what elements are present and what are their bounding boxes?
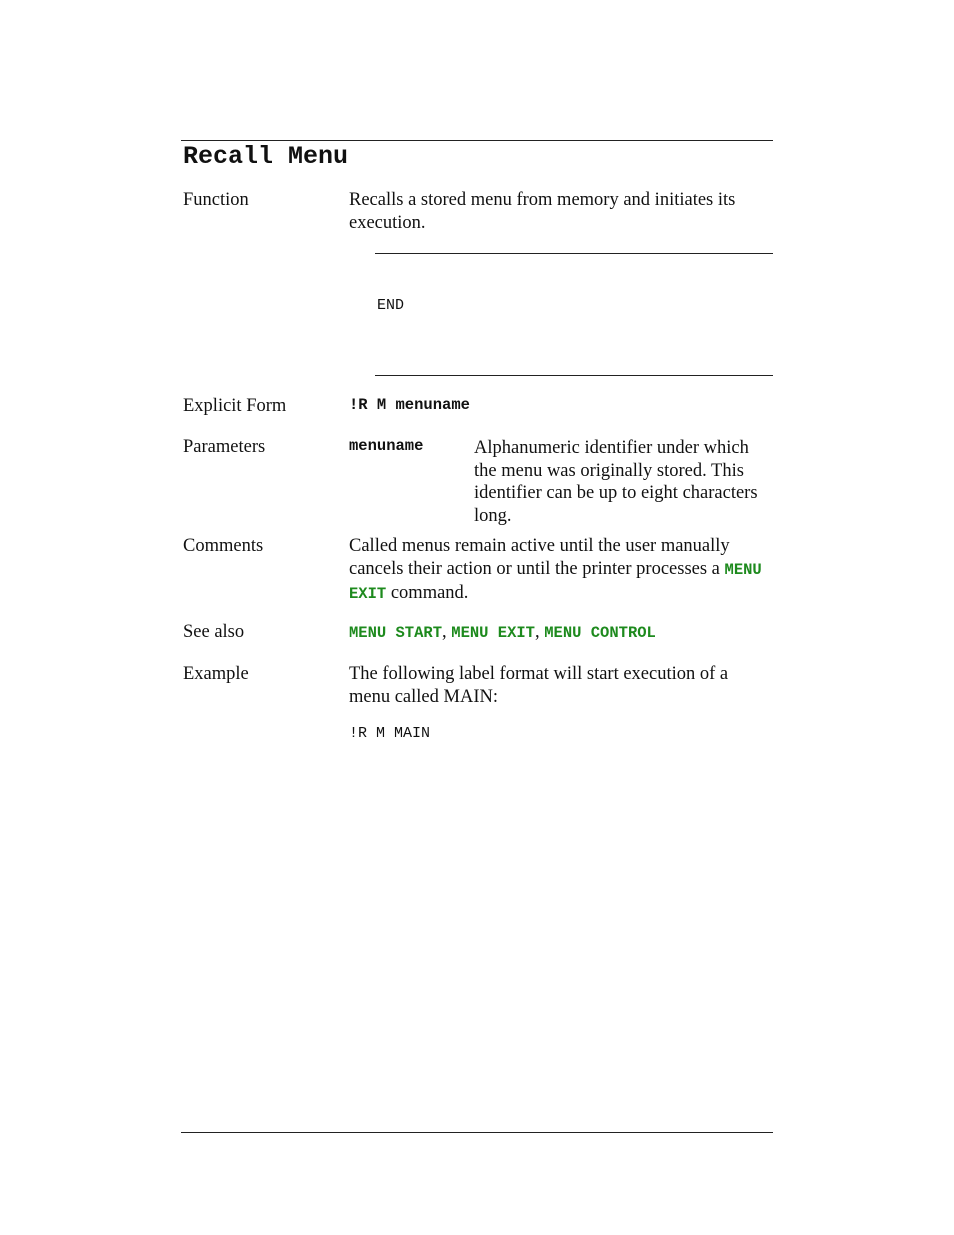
see-also-link-menu-control[interactable]: MENU CONTROL (544, 624, 656, 642)
see-also-links (349, 621, 769, 645)
example-text: The following label format will start execution of a menu called MAIN: (349, 664, 729, 707)
example-label: Example (183, 664, 249, 684)
parameters-label: Parameters (183, 437, 266, 457)
comments-text-before: Called menus remain active until the user manually cancels their action or until the printer processes a (349, 536, 730, 579)
comments-label: Comments (183, 536, 264, 556)
comments-text-after: command. (386, 583, 469, 603)
see-also-separator: , (534, 622, 545, 642)
note-top-rule (375, 253, 773, 254)
parameter-name: menuname (349, 437, 424, 455)
menu-exit-link[interactable]: MENU EXIT (349, 561, 762, 603)
see-also-link-menu-start[interactable]: MENU START (349, 624, 443, 642)
note-text: END (377, 297, 405, 314)
explicit-form-code: !R M menuname (349, 396, 470, 414)
see-also-label: See also (183, 622, 245, 642)
function-text: Recalls a stored menu from memory and initiates its execution. (349, 190, 736, 233)
see-also-link-menu-exit[interactable]: MENU EXIT (451, 624, 535, 642)
explicit-form-label: Explicit Form (183, 396, 287, 416)
note-bottom-rule (375, 375, 773, 376)
top-rule (181, 140, 773, 141)
bottom-rule (181, 1132, 773, 1133)
page-title: Recall Menu (183, 142, 349, 171)
example-code: !R M MAIN (349, 725, 431, 742)
see-also-separator: , (442, 622, 452, 642)
comments-text (349, 535, 764, 606)
parameter-description: Alphanumeric identifier under which the menu was originally stored. This identifier can be up to eight characters long. (474, 438, 758, 527)
function-label: Function (183, 190, 249, 210)
